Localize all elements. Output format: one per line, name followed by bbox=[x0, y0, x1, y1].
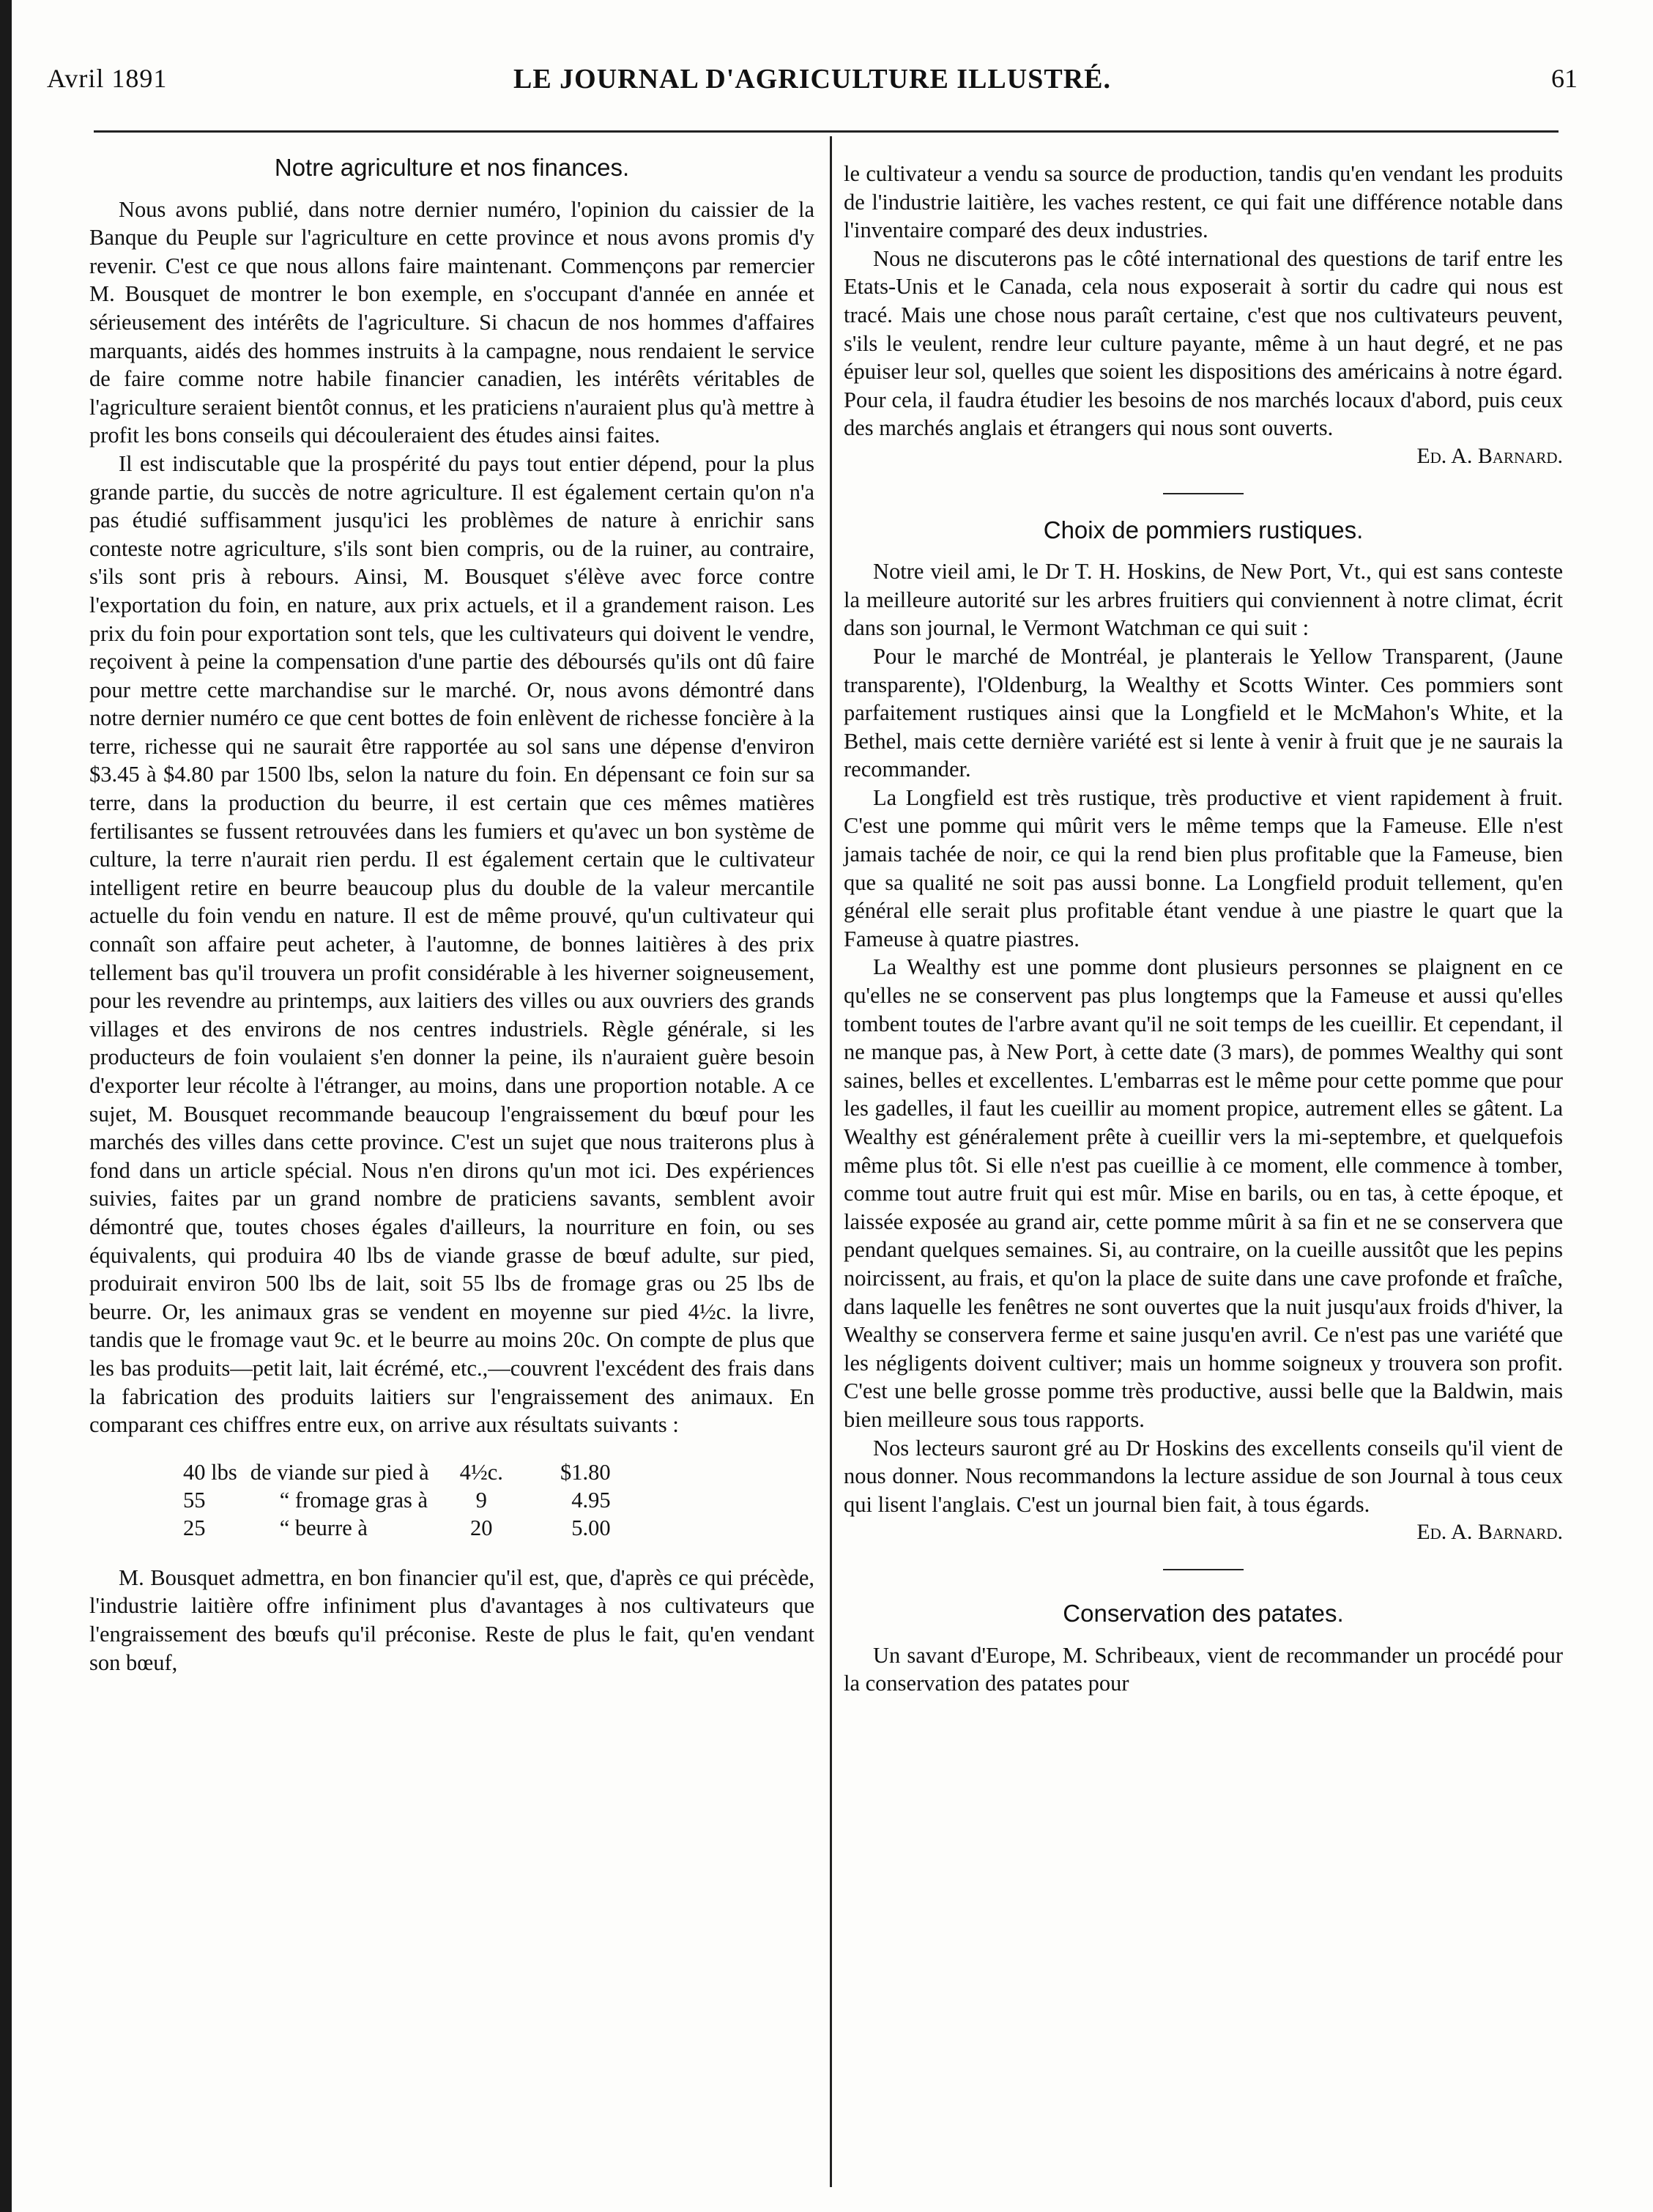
paragraph: La Wealthy est une pomme dont plusieurs personnes se plaignent en ce qu'elles ne se conservent pas plus longtemps que la Fameuse et aussi qu'elles tombent toutes de l'arbre avant qu'il ne soit temps de les cueillir. Et cependant, il ne manque pas, à New Port, à cette date (3 mars), de pommes Wealthy qui sont saines, belles et excellentes. L'embarras est le même pour cette pomme que pour les gadelles, il faut les cueillir au moment propice, autrement elles se gâtent. La Wealthy est généralement prête à cueillir vers la mi-septembre, et quelquefois même plus tôt. Si elle n'est pas cueillie à ce moment, elle commence à tomber, comme tout autre fruit qui est mûr. Mise en barils, ou en tas, à cette époque, et laissée exposée au grand air, cette pomme mûrit à sa fin et ne se conservera que pendant quelques semaines. Si, au contraire, on la cueille aussitôt que les pepins noircissent, au frais, et qu'on la place de suite dans une cave profonde et fraîche, dans laquelle les fenêtres ne sont ouvertes que la nuit jusqu'aux froids d'hiver, la Wealthy se conservera ferme et saine jusqu'en avril. Ce n'est pas une variété que les négligents doivent cultiver; mais un homme soigneux y trouvera son profit. C'est une belle grosse pomme très productive, aussi belle que la Baldwin, mais bien meilleure sous tous rapports. bbox=[844, 954, 1563, 1432]
paragraph: Notre vieil ami, le Dr T. H. Hoskins, de New Port, Vt., qui est sans conteste la meilleure autorité sur les arbres fruitiers qui conviennent à notre climat, écrit dans son journal, le Vermont Watchman ce qui suit : bbox=[844, 559, 1563, 641]
table-cell: 55 bbox=[183, 1487, 206, 1513]
header-rule bbox=[94, 130, 1559, 133]
column-rule bbox=[830, 136, 832, 2187]
signature: Ed. A. Barnard. bbox=[1416, 443, 1563, 468]
paragraph: Nos lecteurs sauront gré au Dr Hoskins des excellents conseils qu'il vient de nous donner. Nous recommandons la lecture assidue de son Journal à tous ceux qui lisent l'anglais. C'est un journal bien fait, à tous égards. bbox=[844, 1435, 1563, 1517]
article-title: Notre agriculture et nos finances. bbox=[274, 154, 630, 181]
table-cell: 4.95 bbox=[571, 1487, 611, 1513]
running-header bbox=[47, 63, 1578, 107]
page-edge bbox=[0, 0, 12, 2212]
article-title: Conservation des patates. bbox=[1063, 1599, 1344, 1627]
left-column bbox=[89, 154, 814, 1677]
table-cell: 5.00 bbox=[571, 1515, 611, 1540]
table-cell: de viande sur pied à bbox=[250, 1459, 429, 1485]
paragraph: Un savant d'Europe, M. Schribeaux, vient de recommander un procédé pour la conservation des patates pour bbox=[844, 1642, 1563, 1696]
paragraph: La Longfield est très rustique, très productive et vient rapidement à fruit. C'est une pomme qui mûrit vers le même temps que la Fameuse. Elle n'est jamais tachée de noir, ce qui la rend bien plus profitable que la Fameuse, bien que sa qualité ne soit pas aussi bonne. La Longfield produit tellement, qu'en général elle serait plus profitable étant vendue à une piastre le quart que la Fameuse à quatre piastres. bbox=[844, 784, 1563, 951]
article-title: Choix de pommiers rustiques. bbox=[1043, 516, 1364, 543]
table-cell: 20 bbox=[470, 1515, 493, 1540]
table-cell: “ beurre à bbox=[279, 1515, 368, 1540]
table-cell: 25 bbox=[183, 1515, 206, 1540]
table-cell: “ fromage gras à bbox=[279, 1487, 428, 1513]
table-row bbox=[183, 1514, 624, 1542]
journal-title: LE JOURNAL D'AGRICULTURE ILLUSTRÉ. bbox=[513, 64, 1111, 94]
paragraph: le cultivateur a vendu sa source de production, tandis qu'en vendant les produits de l'industrie laitière, les vaches restent, ce qui fait une différence notable dans l'inventaire comparé des deux industries. bbox=[844, 161, 1563, 243]
paragraph: Il est indiscutable que la prospérité du pays tout entier dépend, pour la plus grande partie, du succès de notre agriculture. Il est également certain qu'on n'a pas étudié suffisamment jusqu'ici les problèmes de nature à enrichir sans conteste notre agriculture, s'ils sont bien compris, ou de la ruiner, au contraire, s'ils sont pris à rebours. Ainsi, M. Bousquet s'élève avec force contre l'exportation du foin, en nature, aux prix actuels, et il a grandement raison. Les prix du foin pour exportation sont tels, que les cultivateurs qui doivent le vendre, reçoivent à peine la compensation d'une partie des déboursés qu'ils ont dû faire pour mettre cette marchandise sur le marché. Or, nous avons démontré dans notre dernier numéro ce que cent bottes de foin enlèvent de richesse foncière à la terre, richesse qui ne saurait être rapportée au sol sans une dépense d'environ $3.45 à $4.80 par 1500 lbs, selon la nature du foin. En dépensant ce foin sur sa terre, dans la production du beurre, il est certain que ces mêmes matières fertilisantes se fussent retrouvées dans les fumiers et qu'avec un bon système de culture, la terre n'aurait rien perdu. Il est également certain que le cultivateur intelligent retire en beurre beaucoup plus du double de la valeur mercantile actuelle du foin vendu en nature. Il est de même prouvé, qu'un cultivateur qui connaît son affaire peut acheter, à l'automne, de bonnes laitières à des prix tellement bas qu'il trouvera un profit considérable à les hiverner soigneusement, pour les revendre au printemps, aux laitiers des villes ou aux ouvriers des grands villages et des environs de nos centres industriels. Règle générale, si les producteurs de foin voulaient s'en donner la peine, ils n'auraient guère besoin d'exporter leur récolte à l'étranger, au moins, dans une proportion notable. A ce sujet, M. Bousquet recommande beaucoup l'engraissement du bœuf pour les marchés des villes dans cette province. C'est un sujet que nous traiterons plus à fond dans un article spécial. Nous n'en dirons qu'un mot ici. Des expériences suivies, faites par un grand nombre de praticiens savants, semblent avoir démontré que, toutes choses égales d'ailleurs, la nourriture en foin, ou ses équivalents, qui produira 40 lbs de viande grasse de bœuf adulte, sur pied, produirait environ 500 lbs de lait, soit 55 lbs de fromage gras ou 25 lbs de beurre. Or, les animaux gras se vendent en moyenne sur pied 4½c. la livre, tandis que le fromage vaut 9c. et le beurre au moins 20c. On compte de plus que les bas produits—petit lait, lait écrémé, etc.,—couvrent l'excédent des frais dans la fabrication des produits laitiers sur l'engraissement des animaux. En comparant ces chiffres entre eux, on arrive aux résultats suivants : bbox=[89, 450, 814, 1438]
table-row bbox=[183, 1486, 624, 1514]
right-column bbox=[844, 160, 1563, 1698]
paragraph: Nous avons publié, dans notre dernier numéro, l'opinion du caissier de la Banque du Peuple sur l'agriculture en cette province et nous avons promis d'y revenir. C'est ce que nous allons faire maintenant. Commençons par remercier M. Bousquet de montrer le bon exemple, en s'occupant d'année en année et sérieusement des intérêts de l'agriculture. Si chacun de nos hommes d'affaires marquants, aidés des hommes instruits à la campagne, nous rendaient le service de faire comme notre habile financier canadien, les intérêts véritables de l'agriculture seraient bientôt connus, et les praticiens n'auraient plus qu'à mettre à profit les bons conseils qui découleraient des études ainsi faites. bbox=[89, 196, 814, 448]
paragraph: Nous ne discuterons pas le côté international des questions de tarif entre les Etats-Unis et le Canada, cela nous exposerait à sortir du cadre qui nous est tracé. Mais une chose nous paraît certaine, c'est que nos cultivateurs peuvent, s'ils le veulent, rendre leur culture payante, même à un haut degré, et ne pas épuiser leur sol, quelles que soient les dispositions des américains à notre égard. Pour cela, il faudra étudier les besoins de nos marchés locaux d'abord, puis ceux des marchés anglais et étrangers qui nous sont ouverts. bbox=[844, 245, 1563, 441]
paragraph: M. Bousquet admettra, en bon financier qu'il est, que, d'après ce qui précède, l'industrie laitière offre infiniment plus d'avantages à nos cultivateurs que l'engraissement des bœufs qu'il préconise. Reste de plus le fait, qu'en vendant son bœuf, bbox=[89, 1565, 814, 1675]
comparison-table bbox=[183, 1458, 624, 1542]
separator bbox=[1163, 493, 1244, 494]
table-row bbox=[183, 1458, 624, 1486]
table-cell: 40 lbs bbox=[183, 1459, 237, 1485]
table-cell: 4½c. bbox=[459, 1459, 503, 1485]
table-cell: 9 bbox=[475, 1487, 487, 1513]
separator bbox=[1163, 1569, 1244, 1570]
issue-date: Avril 1891 bbox=[47, 64, 168, 93]
page-number: 61 bbox=[1551, 64, 1578, 93]
table-cell: $1.80 bbox=[560, 1459, 611, 1485]
signature: Ed. A. Barnard. bbox=[1416, 1520, 1563, 1545]
paragraph: Pour le marché de Montréal, je planterais le Yellow Transparent, (Jaune transparente), l'Oldenburg, la Wealthy et Scotts Winter. Ces pommiers sont parfaitement rustiques ainsi que la Longfield et le McMahon's White, et la Bethel, mais cette dernière variété est si lente à venir à fruit que je ne saurais la recommander. bbox=[844, 643, 1563, 782]
